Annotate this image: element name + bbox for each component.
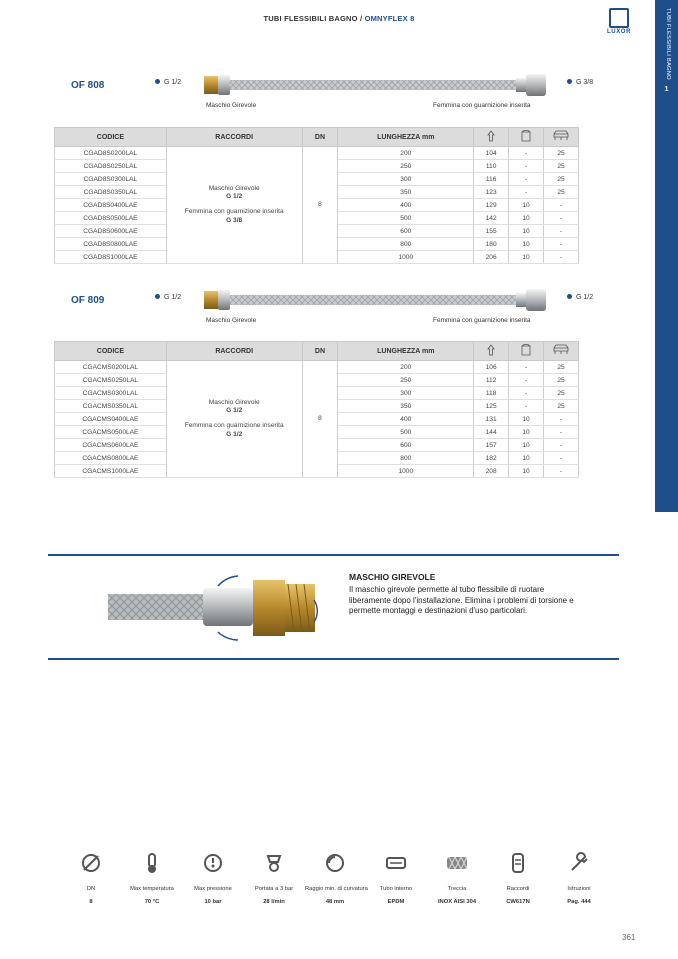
spec-label: Raccordi — [506, 886, 530, 892]
cell-length: 200 — [338, 147, 474, 160]
cell-length: 500 — [338, 212, 474, 225]
spec-label: Max pressione — [194, 886, 232, 892]
spec-value: INOX AISI 304 — [437, 899, 477, 905]
cell-box-qty: - — [509, 147, 544, 160]
cell-pallet-qty: 25 — [544, 173, 579, 186]
spec-item — [366, 852, 426, 905]
hose-illustration — [200, 285, 552, 315]
spec-item — [122, 852, 182, 905]
header-product-line: OMNYFLEX 8 — [364, 14, 415, 23]
cell-box-qty: 10 — [509, 413, 544, 426]
cell-length: 400 — [338, 199, 474, 212]
cell-code: CGACMS0500LAE — [55, 426, 167, 439]
cell-length: 600 — [338, 225, 474, 238]
inner-tube-icon — [385, 852, 407, 874]
spec-value: CW617N — [506, 899, 530, 905]
cell-pallet-qty: - — [544, 452, 579, 465]
cell-code: CGAD8S0400LAE — [55, 199, 167, 212]
right-connector-label: G 3/8 — [567, 79, 593, 86]
cell-weight: 110 — [474, 160, 509, 173]
hose-illustration — [200, 70, 552, 100]
spec-label: DN — [86, 886, 96, 892]
cell-weight: 155 — [474, 225, 509, 238]
right-connector-caption: Femmina con guarnizione inserita — [433, 317, 531, 324]
cell-length: 1000 — [338, 251, 474, 264]
cell-weight: 125 — [474, 400, 509, 413]
logo-text: LUXOR — [607, 29, 631, 35]
fittings-line: Maschio Girevole — [208, 398, 260, 406]
spec-value: 28 l/min — [263, 899, 285, 905]
cell-pallet-qty: 25 — [544, 361, 579, 374]
cell-length: 200 — [338, 361, 474, 374]
box-icon — [509, 128, 544, 147]
cell-code: CGAD8S1000LAE — [55, 251, 167, 264]
table-row — [55, 147, 579, 160]
spec-item — [305, 852, 368, 905]
cell-pallet-qty: - — [544, 238, 579, 251]
cell-weight: 180 — [474, 238, 509, 251]
fitting-icon — [507, 852, 529, 874]
swivel-fitting-illustration — [108, 570, 328, 646]
cell-length: 300 — [338, 387, 474, 400]
column-header-fittings: RACCORDI — [166, 128, 302, 147]
pallet-icon — [544, 128, 579, 147]
cell-pallet-qty: 25 — [544, 160, 579, 173]
left-connector-caption: Maschio Girevole — [206, 102, 257, 109]
fittings-line: G 3/8 — [226, 216, 243, 224]
cell-length: 250 — [338, 160, 474, 173]
logo-mark-icon — [609, 8, 629, 28]
cell-code: CGACMS0200LAL — [55, 361, 167, 374]
column-header-length: LUNGHEZZA mm — [338, 128, 474, 147]
cell-weight: 157 — [474, 439, 509, 452]
column-header-length: LUNGHEZZA mm — [338, 342, 474, 361]
fittings-line: Femmina con guarnizione inserita — [184, 208, 284, 215]
cell-pallet-qty: 25 — [544, 186, 579, 199]
cell-box-qty: - — [509, 387, 544, 400]
cell-box-qty: 10 — [509, 251, 544, 264]
braid-icon — [446, 852, 468, 874]
product-model-title: OF 808 — [71, 80, 105, 91]
side-tab-number: 1 — [664, 86, 669, 93]
fittings-line: Maschio Girevole — [208, 184, 260, 192]
spec-value: 8 — [89, 899, 93, 905]
spec-value: 10 bar — [204, 899, 222, 905]
right-connector-caption: Femmina con guarnizione inserita — [433, 102, 531, 109]
cell-box-qty: 10 — [509, 439, 544, 452]
spec-value: 48 mm — [325, 899, 345, 905]
spec-label: Istruzioni — [567, 886, 591, 892]
side-tab-text: TUBI FLESSIBILI BAGNO — [665, 8, 671, 80]
cell-length: 500 — [338, 426, 474, 439]
divider-bottom — [48, 658, 619, 660]
right-connector-label: G 1/2 — [567, 294, 593, 301]
spec-value: EPDM — [387, 899, 405, 905]
box-icon — [509, 342, 544, 361]
cell-dn: 8 — [302, 147, 338, 264]
cell-length: 250 — [338, 374, 474, 387]
cell-code: CGAD8S0200LAL — [55, 147, 167, 160]
cell-pallet-qty: - — [544, 465, 579, 478]
cell-weight: 144 — [474, 426, 509, 439]
cell-length: 350 — [338, 400, 474, 413]
spec-label: Raggio min. di curvatura — [305, 886, 368, 892]
table-row — [55, 361, 579, 374]
cell-box-qty: - — [509, 374, 544, 387]
cell-pallet-qty: 25 — [544, 374, 579, 387]
feature-title: MASCHIO GIREVOLE — [349, 572, 436, 582]
pallet-icon — [544, 342, 579, 361]
cell-pallet-qty: 25 — [544, 147, 579, 160]
product-model-title: OF 809 — [71, 295, 105, 306]
spec-item — [183, 852, 243, 905]
spec-label: Treccia — [447, 886, 467, 892]
cell-box-qty: 10 — [509, 465, 544, 478]
length-weight-icon — [474, 128, 509, 147]
cell-box-qty: 10 — [509, 452, 544, 465]
cell-length: 800 — [338, 238, 474, 251]
cell-weight: 131 — [474, 413, 509, 426]
cell-pallet-qty: - — [544, 439, 579, 452]
cell-box-qty: - — [509, 160, 544, 173]
spec-label: Tubo interno — [379, 886, 413, 892]
cell-weight: 142 — [474, 212, 509, 225]
cell-weight: 116 — [474, 173, 509, 186]
thermometer-icon — [141, 852, 163, 874]
cell-length: 350 — [338, 186, 474, 199]
page-number: 361 — [622, 933, 636, 942]
spec-item — [549, 852, 609, 905]
cell-length: 1000 — [338, 465, 474, 478]
cell-length: 300 — [338, 173, 474, 186]
pressure-gauge-icon — [202, 852, 224, 874]
cell-weight: 123 — [474, 186, 509, 199]
product-table — [54, 341, 579, 478]
cell-code: CGACMS1000LAE — [55, 465, 167, 478]
cell-box-qty: 10 — [509, 225, 544, 238]
cell-code: CGAD8S0350LAL — [55, 186, 167, 199]
cell-length: 800 — [338, 452, 474, 465]
cell-code: CGAD8S0250LAL — [55, 160, 167, 173]
cell-weight: 206 — [474, 251, 509, 264]
cell-fittings — [166, 361, 302, 478]
cell-box-qty: - — [509, 186, 544, 199]
cell-fittings — [166, 147, 302, 264]
column-header-fittings: RACCORDI — [166, 342, 302, 361]
cell-code: CGACMS0400LAE — [55, 413, 167, 426]
feature-description: Il maschio girevole permette al tubo flessibile di ruotare liberamente dopo l'installazione. Elimina i problemi di torsione e permette montaggi e destinazioni d'uso particolari. — [349, 585, 574, 615]
cell-box-qty: 10 — [509, 199, 544, 212]
cell-length: 400 — [338, 413, 474, 426]
cell-code: CGAD8S0300LAL — [55, 173, 167, 186]
left-connector-caption: Maschio Girevole — [206, 317, 257, 324]
column-header-code: CODICE — [55, 128, 167, 147]
column-header-dn: DN — [302, 342, 338, 361]
cell-pallet-qty: - — [544, 426, 579, 439]
page-header-title — [0, 14, 678, 23]
left-connector-label: G 1/2 — [155, 294, 181, 301]
left-connector-label: G 1/2 — [155, 79, 181, 86]
product-table — [54, 127, 579, 264]
column-header-dn: DN — [302, 128, 338, 147]
fittings-line: G 1/2 — [226, 193, 243, 201]
cell-box-qty: 10 — [509, 238, 544, 251]
cell-box-qty: 10 — [509, 426, 544, 439]
cell-pallet-qty: - — [544, 199, 579, 212]
cell-pallet-qty: - — [544, 212, 579, 225]
cell-box-qty: - — [509, 361, 544, 374]
spec-value: Pag. 444 — [567, 899, 591, 905]
cell-weight: 182 — [474, 452, 509, 465]
fittings-line: Femmina con guarnizione inserita — [184, 422, 284, 429]
header-section: TUBI FLESSIBILI BAGNO / — [263, 14, 363, 23]
cell-code: CGACMS0250LAL — [55, 374, 167, 387]
cell-length: 600 — [338, 439, 474, 452]
diameter-icon — [80, 852, 102, 874]
cell-pallet-qty: 25 — [544, 400, 579, 413]
cell-code: CGACMS0350LAL — [55, 400, 167, 413]
cell-weight: 129 — [474, 199, 509, 212]
cell-box-qty: 10 — [509, 212, 544, 225]
cell-code: CGAD8S0600LAE — [55, 225, 167, 238]
cell-weight: 208 — [474, 465, 509, 478]
cell-pallet-qty: - — [544, 251, 579, 264]
cell-code: CGACMS0600LAE — [55, 439, 167, 452]
cell-code: CGACMS0300LAL — [55, 387, 167, 400]
spec-value: 70 °C — [144, 899, 160, 905]
column-header-code: CODICE — [55, 342, 167, 361]
cell-code: CGAD8S0800LAE — [55, 238, 167, 251]
cell-weight: 106 — [474, 361, 509, 374]
cell-pallet-qty: 25 — [544, 387, 579, 400]
spec-item — [427, 852, 487, 905]
divider-top — [48, 554, 619, 556]
cell-pallet-qty: - — [544, 413, 579, 426]
fittings-line: G 1/2 — [226, 430, 243, 438]
spec-label: Portata a 3 bar — [254, 886, 294, 892]
cell-dn: 8 — [302, 361, 338, 478]
spec-item — [244, 852, 304, 905]
spec-item — [61, 852, 121, 905]
bend-radius-icon — [324, 852, 346, 874]
cell-box-qty: - — [509, 400, 544, 413]
cell-pallet-qty: - — [544, 225, 579, 238]
spec-item — [488, 852, 548, 905]
spec-label: Max temperatura — [130, 886, 174, 892]
flow-tap-icon — [263, 852, 285, 874]
cell-weight: 118 — [474, 387, 509, 400]
fittings-line: G 1/2 — [226, 407, 243, 415]
cell-weight: 112 — [474, 374, 509, 387]
length-weight-icon — [474, 342, 509, 361]
wrench-icon — [568, 852, 590, 874]
brand-logo — [598, 8, 640, 35]
side-chapter-tab — [655, 0, 678, 512]
cell-weight: 104 — [474, 147, 509, 160]
cell-code: CGAD8S0500LAE — [55, 212, 167, 225]
cell-box-qty: - — [509, 173, 544, 186]
cell-code: CGACMS0800LAE — [55, 452, 167, 465]
